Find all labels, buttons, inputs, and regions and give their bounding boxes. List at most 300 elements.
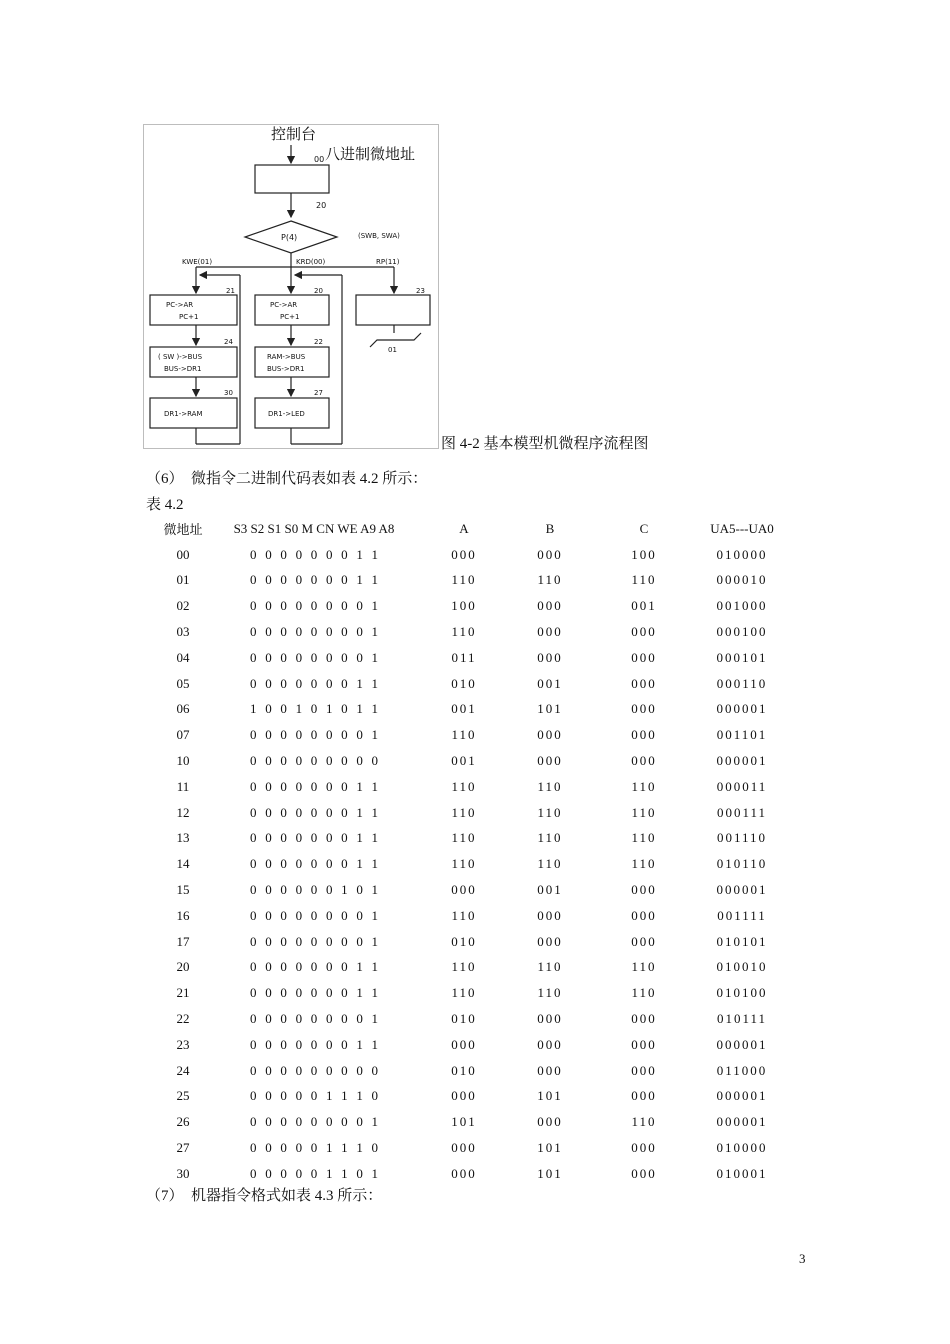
control-bit: 0 (265, 1036, 272, 1052)
control-bit: 0 (295, 1114, 303, 1130)
page-number: 3 (799, 1251, 806, 1266)
control-bit: 0 (295, 959, 303, 975)
control-bit: 0 (325, 830, 333, 846)
cell-ua: 010001 (716, 1165, 768, 1181)
cell-control-bits (214, 593, 414, 619)
left-addr-3: 30 (224, 389, 233, 397)
table-row (152, 1109, 782, 1135)
cell-ua: 000101 (716, 649, 768, 665)
mid-box-3-line-1: DR1->LED (268, 410, 305, 418)
control-bit: 0 (250, 933, 257, 949)
control-bit: 0 (280, 546, 287, 562)
control-bit: 1 (325, 1140, 333, 1156)
cell-c: 110 (631, 856, 657, 872)
cell-c: 000 (631, 753, 657, 769)
left-box-1-line-2: PC+1 (179, 313, 199, 321)
control-bit: 0 (250, 1165, 257, 1181)
cell-ua: 000111 (716, 804, 768, 820)
control-bit: 1 (356, 778, 363, 794)
cell-a: 110 (451, 778, 477, 794)
cell-b: 110 (537, 804, 563, 820)
control-bit: 0 (265, 907, 272, 923)
control-bit: 1 (371, 546, 378, 562)
mid-box-2-line-2: BUS->DR1 (267, 365, 305, 373)
control-bit: 1 (356, 701, 363, 717)
control-bit: 0 (325, 1114, 333, 1130)
control-bit: 0 (295, 753, 303, 769)
control-bit: 0 (325, 753, 333, 769)
header-ua: UA5---UA0 (710, 520, 774, 536)
cell-a: 100 (451, 598, 477, 614)
control-bit: 0 (265, 675, 272, 691)
cell-micro-address: 11 (176, 778, 190, 794)
control-bit: 0 (295, 1011, 303, 1027)
left-box-2-line-1: ( SW )->BUS (158, 353, 203, 361)
cell-ua: 010010 (716, 959, 768, 975)
control-bit: 0 (265, 856, 272, 872)
cell-a: 001 (451, 753, 477, 769)
control-bit: 1 (371, 649, 378, 665)
control-bit: 0 (310, 959, 318, 975)
cell-ua: 000001 (716, 1036, 768, 1052)
cell-ua: 001110 (716, 830, 768, 846)
control-bit: 0 (325, 598, 333, 614)
cell-a: 110 (451, 804, 477, 820)
table-row (152, 1161, 782, 1187)
control-bit: 0 (310, 1062, 318, 1078)
control-bit: 0 (356, 907, 363, 923)
control-bit: 0 (356, 598, 363, 614)
cell-a: 001 (451, 701, 477, 717)
cell-micro-address: 07 (176, 727, 190, 743)
cell-c: 000 (631, 727, 657, 743)
cell-control-bits (214, 1006, 414, 1032)
control-bit: 0 (325, 907, 333, 923)
cell-b: 110 (537, 985, 563, 1001)
control-bit: 0 (341, 959, 348, 975)
control-bit: 0 (295, 1140, 303, 1156)
right-exit-label: 01 (388, 346, 397, 354)
control-bit: 0 (250, 1114, 257, 1130)
cell-c: 000 (631, 1088, 657, 1104)
cell-ua: 000001 (716, 1114, 768, 1130)
cell-control-bits (214, 929, 414, 955)
cell-control-bits (214, 619, 414, 645)
control-bit: 1 (356, 959, 363, 975)
cell-ua: 000001 (716, 701, 768, 717)
table-row (152, 1058, 782, 1084)
control-bit: 0 (356, 1114, 363, 1130)
cell-b: 101 (537, 1088, 563, 1104)
control-bit: 0 (265, 572, 272, 588)
control-bit: 0 (280, 882, 287, 898)
cell-c: 000 (631, 907, 657, 923)
control-bit: 0 (295, 830, 303, 846)
control-bit: 1 (250, 701, 257, 717)
cell-micro-address: 17 (176, 933, 190, 949)
cell-ua: 000001 (716, 1088, 768, 1104)
control-bit: 0 (250, 856, 257, 872)
control-bit: 0 (295, 675, 303, 691)
control-bit: 0 (250, 1140, 257, 1156)
cell-control-bits (214, 1109, 414, 1135)
control-bit: 0 (310, 985, 318, 1001)
control-bit: 0 (295, 624, 303, 640)
control-bit: 0 (310, 649, 318, 665)
control-bit: 0 (250, 1036, 257, 1052)
figure-caption: 图 4-2 基本模型机微程序流程图 (441, 436, 649, 452)
control-bit: 0 (341, 1062, 348, 1078)
control-bit: 1 (371, 830, 378, 846)
control-bit: 0 (295, 1088, 303, 1104)
control-bit: 0 (280, 1114, 287, 1130)
control-bit: 0 (250, 985, 257, 1001)
control-bit: 0 (325, 649, 333, 665)
mid-box-1-line-1: PC->AR (270, 301, 298, 309)
control-bit: 0 (250, 959, 257, 975)
cell-control-bits (214, 800, 414, 826)
control-bit: 0 (265, 753, 272, 769)
cell-ua: 010111 (716, 1011, 768, 1027)
table-row (152, 877, 782, 903)
control-bit: 0 (280, 598, 287, 614)
control-bit: 0 (295, 856, 303, 872)
header-a: A (459, 520, 469, 536)
control-bit: 0 (250, 675, 257, 691)
mid-addr-1: 20 (314, 287, 323, 295)
paragraph-7: （7） 机器指令格式如表 4.3 所示： (146, 1188, 383, 1204)
control-bit: 0 (325, 804, 333, 820)
cell-a: 010 (451, 675, 477, 691)
cell-micro-address: 01 (176, 572, 190, 588)
control-bit: 0 (325, 727, 333, 743)
control-bit: 0 (325, 675, 333, 691)
table-row (152, 593, 782, 619)
control-bit: 0 (280, 1088, 287, 1104)
control-bit: 1 (341, 1088, 348, 1104)
control-bit: 0 (341, 753, 348, 769)
mid-box-2-line-1: RAM->BUS (267, 353, 306, 361)
start-box (255, 165, 329, 193)
table-row (152, 851, 782, 877)
control-bit: 1 (341, 882, 348, 898)
cell-b: 101 (537, 1140, 563, 1156)
control-bit: 0 (295, 1036, 303, 1052)
cell-b: 000 (537, 1062, 563, 1078)
table-row (152, 800, 782, 826)
control-bit: 0 (310, 830, 318, 846)
control-bit: 0 (341, 598, 348, 614)
control-bit: 0 (280, 778, 287, 794)
control-bit: 0 (280, 804, 287, 820)
cell-ua: 000001 (716, 753, 768, 769)
control-bit: 0 (341, 778, 348, 794)
control-bit: 0 (250, 727, 257, 743)
flow-title: 控制台 (271, 125, 317, 143)
cell-micro-address: 14 (176, 856, 190, 872)
control-bit: 0 (250, 624, 257, 640)
cell-micro-address: 15 (176, 882, 190, 898)
branch-right-label: RP(11) (376, 258, 400, 266)
cell-a: 110 (451, 959, 477, 975)
table-row (152, 980, 782, 1006)
control-bit: 1 (356, 572, 363, 588)
control-bit: 0 (341, 701, 348, 717)
control-bit: 1 (341, 1165, 348, 1181)
microinstruction-table (152, 516, 782, 1187)
control-bit: 1 (325, 1088, 333, 1104)
cell-micro-address: 23 (176, 1036, 190, 1052)
cell-micro-address: 06 (176, 701, 190, 717)
control-bit: 0 (325, 624, 333, 640)
control-bit: 0 (265, 1062, 272, 1078)
control-bit: 0 (341, 546, 348, 562)
control-bit: 1 (371, 907, 378, 923)
control-bit: 0 (356, 1011, 363, 1027)
control-bit: 0 (325, 1062, 333, 1078)
control-bit: 1 (356, 1140, 363, 1156)
control-bit: 0 (265, 1140, 272, 1156)
left-addr-1: 21 (226, 287, 235, 295)
cell-c: 000 (631, 649, 657, 665)
control-bit: 0 (356, 882, 363, 898)
control-bit: 0 (265, 727, 272, 743)
control-bit: 0 (310, 624, 318, 640)
control-bit: 1 (325, 1165, 333, 1181)
cell-micro-address: 16 (176, 907, 190, 923)
control-bit: 0 (295, 546, 303, 562)
table-row (152, 1006, 782, 1032)
left-box-3-line-1: DR1->RAM (164, 410, 203, 418)
cell-b: 110 (537, 572, 563, 588)
control-bit: 0 (310, 727, 318, 743)
right-addr-1: 23 (416, 287, 425, 295)
cell-a: 000 (451, 882, 477, 898)
cell-micro-address: 24 (176, 1062, 190, 1078)
cell-c: 110 (631, 985, 657, 1001)
cell-control-bits (214, 542, 414, 568)
control-bit: 0 (265, 985, 272, 1001)
control-bit: 1 (325, 701, 333, 717)
control-bit: 0 (250, 649, 257, 665)
control-bit: 0 (280, 1036, 287, 1052)
table-row (152, 774, 782, 800)
control-bit: 0 (356, 933, 363, 949)
cell-b: 000 (537, 727, 563, 743)
cell-c: 000 (631, 1062, 657, 1078)
control-bit: 0 (341, 1114, 348, 1130)
control-bit: 0 (250, 882, 257, 898)
table-row (152, 697, 782, 723)
control-bit: 0 (341, 933, 348, 949)
control-bit: 0 (310, 933, 318, 949)
cell-a: 000 (451, 1165, 477, 1181)
table-row (152, 619, 782, 645)
cell-a: 010 (451, 1011, 477, 1027)
control-bit: 0 (310, 907, 318, 923)
cell-b: 000 (537, 753, 563, 769)
cell-b: 000 (537, 598, 563, 614)
cell-b: 101 (537, 701, 563, 717)
control-bit: 1 (371, 1165, 378, 1181)
cell-c: 000 (631, 933, 657, 949)
control-bit: 0 (310, 675, 318, 691)
cell-control-bits (214, 1161, 414, 1187)
control-bit: 0 (265, 959, 272, 975)
control-bit: 0 (250, 546, 257, 562)
cell-ua: 010110 (716, 856, 768, 872)
mid-box-1-line-2: PC+1 (280, 313, 300, 321)
control-bit: 0 (310, 1011, 318, 1027)
control-bit: 0 (280, 830, 287, 846)
cell-a: 000 (451, 1088, 477, 1104)
cell-b: 000 (537, 907, 563, 923)
control-bit: 0 (325, 546, 333, 562)
flowchart-svg (144, 125, 440, 450)
control-bit: 0 (356, 753, 363, 769)
cell-control-bits (214, 1084, 414, 1110)
control-bit: 0 (341, 675, 348, 691)
cell-c: 110 (631, 778, 657, 794)
control-bit: 1 (371, 1036, 378, 1052)
control-bit: 1 (356, 1088, 363, 1104)
control-bit: 0 (356, 1062, 363, 1078)
cell-b: 110 (537, 959, 563, 975)
table-row (152, 645, 782, 671)
cell-c: 001 (631, 598, 657, 614)
microprogram-flowchart (143, 124, 439, 449)
control-bit: 1 (371, 985, 378, 1001)
control-bit: 0 (310, 753, 318, 769)
control-bit: 0 (310, 778, 318, 794)
cell-c: 110 (631, 804, 657, 820)
control-bit: 0 (310, 856, 318, 872)
control-bit: 0 (265, 598, 272, 614)
cell-b: 110 (537, 778, 563, 794)
control-bit: 0 (356, 727, 363, 743)
control-bit: 0 (265, 933, 272, 949)
control-bit: 1 (371, 675, 378, 691)
table-row (152, 1084, 782, 1110)
table-row (152, 542, 782, 568)
cell-control-bits (214, 671, 414, 697)
control-bit: 0 (280, 1165, 287, 1181)
header-control-bits: S3 S2 S1 S0 M CN WE A9 A8 (233, 520, 395, 536)
cell-b: 110 (537, 856, 563, 872)
control-bit: 1 (371, 701, 378, 717)
control-bit: 0 (325, 959, 333, 975)
right-box-1 (356, 295, 430, 325)
cell-c: 110 (631, 959, 657, 975)
cell-b: 110 (537, 830, 563, 846)
cell-micro-address: 04 (176, 649, 190, 665)
cell-ua: 000010 (716, 572, 768, 588)
cell-control-bits (214, 568, 414, 594)
control-bit: 0 (250, 572, 257, 588)
cell-a: 110 (451, 572, 477, 588)
cell-ua: 010000 (716, 1140, 768, 1156)
cell-ua: 001111 (717, 907, 767, 923)
header-micro-address: 微地址 (163, 522, 203, 538)
cell-micro-address: 05 (176, 675, 190, 691)
cell-ua: 011000 (716, 1062, 768, 1078)
control-bit: 0 (280, 1062, 287, 1078)
cell-a: 010 (451, 933, 477, 949)
cell-b: 000 (537, 1011, 563, 1027)
cell-control-bits (214, 826, 414, 852)
octal-address-label: 八进制微地址 (325, 145, 416, 163)
cell-control-bits (214, 980, 414, 1006)
table-row (152, 955, 782, 981)
control-bit: 0 (325, 572, 333, 588)
control-bit: 1 (295, 701, 303, 717)
control-bit: 0 (325, 985, 333, 1001)
control-bit: 0 (295, 804, 303, 820)
cell-a: 110 (451, 985, 477, 1001)
control-bit: 0 (265, 1114, 272, 1130)
control-bit: 1 (371, 727, 378, 743)
control-bit: 0 (265, 1088, 272, 1104)
control-bit: 1 (356, 830, 363, 846)
control-bit: 0 (250, 1088, 257, 1104)
cell-b: 000 (537, 1036, 563, 1052)
control-bit: 0 (310, 804, 318, 820)
left-box-2-line-2: BUS->DR1 (164, 365, 202, 373)
cell-a: 110 (451, 907, 477, 923)
control-bit: 1 (341, 1140, 348, 1156)
control-bit: 0 (280, 572, 287, 588)
control-bit: 0 (265, 1165, 272, 1181)
control-bit: 0 (310, 1165, 318, 1181)
control-bit: 0 (325, 778, 333, 794)
cell-c: 000 (631, 1165, 657, 1181)
cell-control-bits (214, 955, 414, 981)
cell-micro-address: 22 (176, 1011, 190, 1027)
control-bit: 0 (280, 1140, 287, 1156)
switch-label: (SWB, SWA) (358, 232, 400, 240)
control-bit: 0 (341, 1011, 348, 1027)
cell-a: 011 (451, 649, 477, 665)
control-bit: 0 (295, 727, 303, 743)
control-bit: 0 (325, 1011, 333, 1027)
cell-a: 110 (451, 624, 477, 640)
control-bit: 0 (310, 882, 318, 898)
table-caption: 表 4.2 (146, 497, 184, 513)
control-bit: 0 (341, 624, 348, 640)
control-bit: 1 (371, 1011, 378, 1027)
cell-c: 000 (631, 882, 657, 898)
control-bit: 0 (341, 856, 348, 872)
control-bit: 0 (310, 1036, 318, 1052)
control-bit: 1 (371, 804, 378, 820)
cell-b: 000 (537, 546, 563, 562)
control-bit: 0 (341, 804, 348, 820)
cell-micro-address: 02 (176, 598, 190, 614)
left-addr-2: 24 (224, 338, 233, 346)
control-bit: 0 (341, 907, 348, 923)
control-bit: 0 (325, 882, 333, 898)
control-bit: 0 (371, 1140, 378, 1156)
control-bit: 0 (280, 701, 287, 717)
control-bit: 1 (371, 624, 378, 640)
control-bit: 0 (280, 907, 287, 923)
control-bit: 0 (371, 1088, 378, 1104)
control-bit: 0 (265, 778, 272, 794)
control-bit: 0 (280, 959, 287, 975)
control-bit: 0 (325, 1036, 333, 1052)
control-bit: 0 (356, 1165, 363, 1181)
cell-c: 110 (631, 572, 657, 588)
